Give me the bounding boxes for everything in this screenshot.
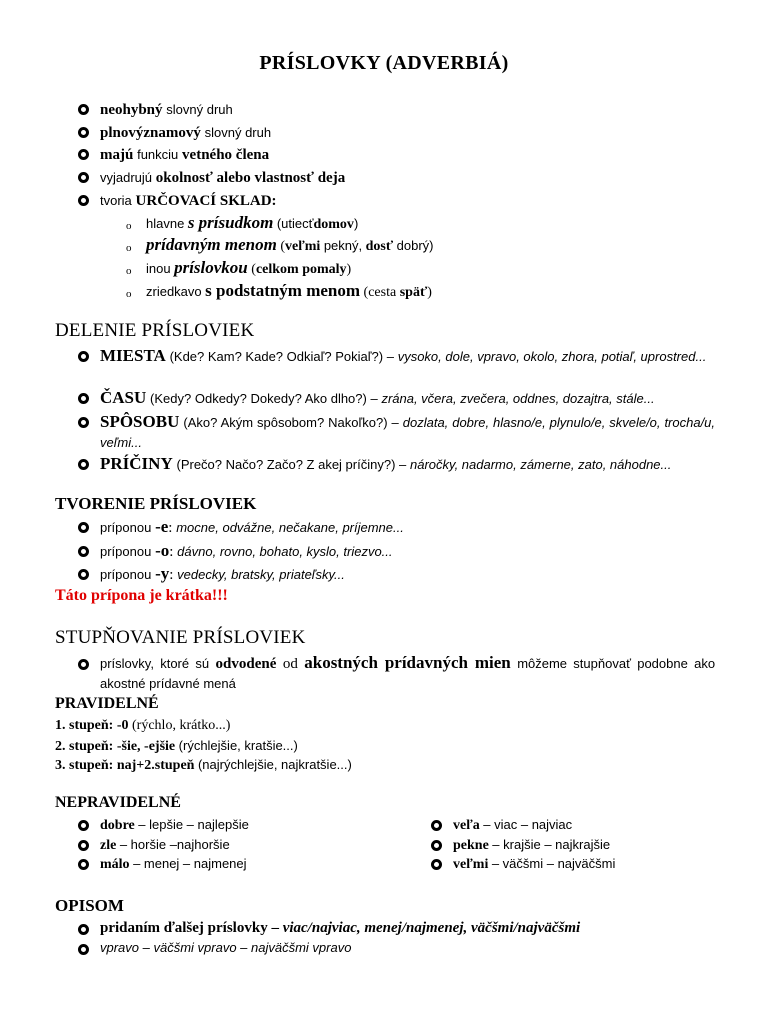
subheading-pravidelne: PRAVIDELNÉ — [55, 695, 159, 712]
bullet-icon — [78, 127, 89, 138]
suffix: -y — [155, 564, 170, 583]
term: odvodené — [215, 656, 277, 672]
bullet-icon — [78, 522, 89, 533]
section-heading-tvorenie: TVORENIE PRÍSLOVIEK — [55, 494, 257, 513]
rule-2 — [55, 737, 298, 756]
text: – horšie –najhoršie — [119, 837, 230, 852]
term: ČASU — [100, 388, 147, 407]
bullet-icon — [431, 859, 442, 870]
bullet-icon — [78, 104, 89, 115]
text: : — [169, 567, 174, 583]
text: príponou — [100, 544, 152, 559]
delenie-miesta — [100, 346, 715, 367]
text: hlavne — [146, 216, 185, 231]
sub-bullet-icon: o — [126, 265, 132, 277]
bullet-icon — [78, 195, 89, 206]
rule-3 — [55, 756, 352, 775]
bullet-icon — [78, 351, 89, 362]
page-title: PRÍSLOVKY (ADVERBIÁ) — [259, 52, 509, 74]
sub-line-2 — [146, 236, 434, 256]
bullet-icon — [78, 459, 89, 470]
rule-label: 3. stupeň: naj+2.stupeň — [55, 758, 195, 773]
rule-label: 2. stupeň: -šie, -ejšie — [55, 739, 176, 754]
bullet-icon — [78, 924, 89, 935]
text: : — [168, 520, 173, 536]
text: ( — [280, 239, 285, 254]
text: ) — [353, 216, 359, 231]
rule-1 — [55, 717, 230, 735]
text: – menej – najmenej — [133, 856, 247, 871]
term: SPÔSOBU — [100, 412, 180, 431]
suffix: -o — [155, 541, 170, 560]
term: príslovkou — [174, 258, 248, 277]
examples: vysoko, dole, vpravo, okolo, zhora, potiaľ, uprostred... — [397, 349, 707, 364]
examples: zrána, včera, zvečera, oddnes, dozajtra, stále... — [381, 391, 655, 406]
text: inou — [146, 261, 171, 276]
intro-line-1 — [100, 101, 233, 119]
tvorenie-o — [100, 542, 393, 561]
examples: mocne, odvážne, nečakane, príjemne... — [176, 520, 404, 535]
text: ( — [251, 262, 256, 277]
subheading-nepravidelne: NEPRAVIDELNÉ — [55, 794, 181, 811]
term: dobre — [100, 818, 135, 833]
term: celkom pomaly — [255, 262, 347, 277]
text: – krajšie – najkrajšie — [492, 837, 611, 852]
text: tvoria — [100, 193, 132, 208]
text: (utiecť — [276, 216, 314, 231]
examples: viac/najviac, menej/najmenej, väčšmi/najväčšmi — [282, 920, 581, 936]
text: príslovky, ktoré sú — [100, 656, 210, 671]
irregular-malo — [100, 855, 247, 874]
term: dosť — [365, 239, 394, 254]
tvorenie-y — [100, 565, 345, 584]
examples: vedecky, bratsky, priateľsky... — [177, 567, 345, 582]
sub-bullet-icon: o — [126, 288, 132, 300]
delenie-priciny — [100, 454, 715, 475]
term: PRÍČINY — [100, 454, 173, 473]
bullet-icon — [78, 393, 89, 404]
text: ) — [346, 262, 352, 277]
text: : — [169, 544, 174, 560]
text: (cesta — [363, 285, 397, 300]
text: ) — [427, 285, 432, 300]
bullet-icon — [78, 820, 89, 831]
term: pekne — [453, 838, 489, 853]
delenie-sposobu — [100, 412, 715, 453]
term: veľmi — [284, 239, 321, 254]
text: (rýchlo, krátko...) — [132, 718, 231, 733]
term-plnovyznamovy: plnovýznamový — [100, 125, 201, 141]
term: domov — [313, 217, 354, 232]
text: príponou — [100, 520, 152, 535]
term: späť — [399, 285, 428, 300]
examples: vpravo – väčšmi vpravo – najväčšmi vpravo — [100, 940, 352, 955]
irregular-vela — [453, 816, 572, 835]
term: veľa — [453, 818, 480, 833]
term: pridaním ďalšej príslovky – — [100, 920, 279, 936]
text: zriedkavo — [146, 284, 202, 299]
text: (Prečo? Načo? Začo? Z akej príčiny?) – — [176, 457, 407, 472]
sub-line-1 — [146, 214, 358, 234]
sub-line-4 — [146, 282, 432, 302]
text: funkciu — [137, 147, 179, 162]
sub-bullet-icon: o — [126, 220, 132, 232]
section-heading-opisom: OPISOM — [55, 896, 124, 915]
text: (najrýchlejšie, najkratšie...) — [197, 757, 352, 772]
term: akostných prídavných mien — [304, 653, 511, 672]
term-maju: majú — [100, 147, 134, 163]
text: slovný druh — [204, 125, 272, 140]
term-okolnost: okolnosť alebo vlastnosť deja — [155, 170, 346, 186]
term: s podstatným menom — [205, 281, 361, 300]
bullet-icon — [431, 820, 442, 831]
bullet-icon — [78, 659, 89, 670]
text: (rýchlejšie, kratšie...) — [178, 738, 298, 753]
examples: dávno, rovno, bohato, kyslo, triezvo... — [177, 544, 393, 559]
section-heading-stupnovanie: STUPŇOVANIE PRÍSLOVIEK — [55, 627, 306, 648]
intro-line-2 — [100, 124, 271, 142]
text: slovný druh — [166, 102, 233, 117]
bullet-icon — [78, 840, 89, 851]
text: (Ako? Akým spôsobom? Nakoľko?) – — [183, 415, 399, 430]
irregular-velmi — [453, 855, 615, 874]
term: s prísudkom — [187, 213, 274, 232]
intro-line-5 — [100, 192, 277, 210]
bullet-icon — [78, 149, 89, 160]
intro-line-4 — [100, 169, 345, 187]
rule-label: 1. stupeň: -0 — [55, 718, 129, 733]
delenie-casu — [100, 388, 715, 409]
red-note: Táto prípona je krátka!!! — [55, 587, 228, 604]
bullet-icon — [78, 859, 89, 870]
bullet-icon — [78, 172, 89, 183]
term: MIESTA — [100, 346, 166, 365]
text: vyjadrujú — [100, 170, 153, 185]
term: veľmi — [453, 857, 489, 872]
term-urcovaci-sklad: URČOVACÍ SKLAD: — [135, 193, 277, 209]
suffix: -e — [155, 517, 169, 536]
text: – lepšie – najlepšie — [138, 817, 249, 832]
examples: náročky, nadarmo, zámerne, zato, náhodne... — [410, 457, 672, 472]
text: dobrý) — [396, 238, 434, 253]
text: môžeme stupňovať podobne ako akostné prídavné mená — [100, 656, 716, 691]
examples: dozlata, dobre, hlasno/e, plynulo/e, skvele/o, trocha/u, veľmi... — [100, 415, 716, 450]
text: – viac – najviac — [483, 817, 573, 832]
text: (Kde? Kam? Kade? Odkiaľ? Pokiaľ?) – — [169, 349, 394, 364]
opisom-line-2 — [100, 939, 351, 957]
tvorenie-e — [100, 518, 404, 537]
bullet-icon — [78, 417, 89, 428]
opisom-line-1 — [100, 919, 580, 937]
term: zle — [100, 838, 117, 853]
sub-bullet-icon: o — [126, 242, 132, 254]
irregular-zle — [100, 836, 230, 855]
text: (Kedy? Odkedy? Dokedy? Ako dlho?) – — [150, 391, 378, 406]
bullet-icon — [78, 944, 89, 955]
term: málo — [100, 857, 130, 872]
text: pekný, — [323, 238, 363, 253]
bullet-icon — [78, 546, 89, 557]
text: príponou — [100, 567, 152, 582]
bullet-icon — [431, 840, 442, 851]
stupnovanie-intro — [100, 653, 715, 694]
term-neohybny: neohybný — [100, 102, 163, 118]
sub-line-3 — [146, 259, 351, 279]
text: – väčšmi – najväčšmi — [491, 856, 616, 871]
irregular-pekne — [453, 836, 610, 855]
bullet-icon — [78, 569, 89, 580]
text: od — [282, 656, 298, 672]
term: prídavným menom — [146, 235, 277, 254]
term-vetneho-clena: vetného člena — [182, 147, 270, 163]
section-heading-delenie: DELENIE PRÍSLOVIEK — [55, 320, 255, 341]
irregular-dobre — [100, 816, 249, 835]
intro-line-3 — [100, 146, 269, 164]
